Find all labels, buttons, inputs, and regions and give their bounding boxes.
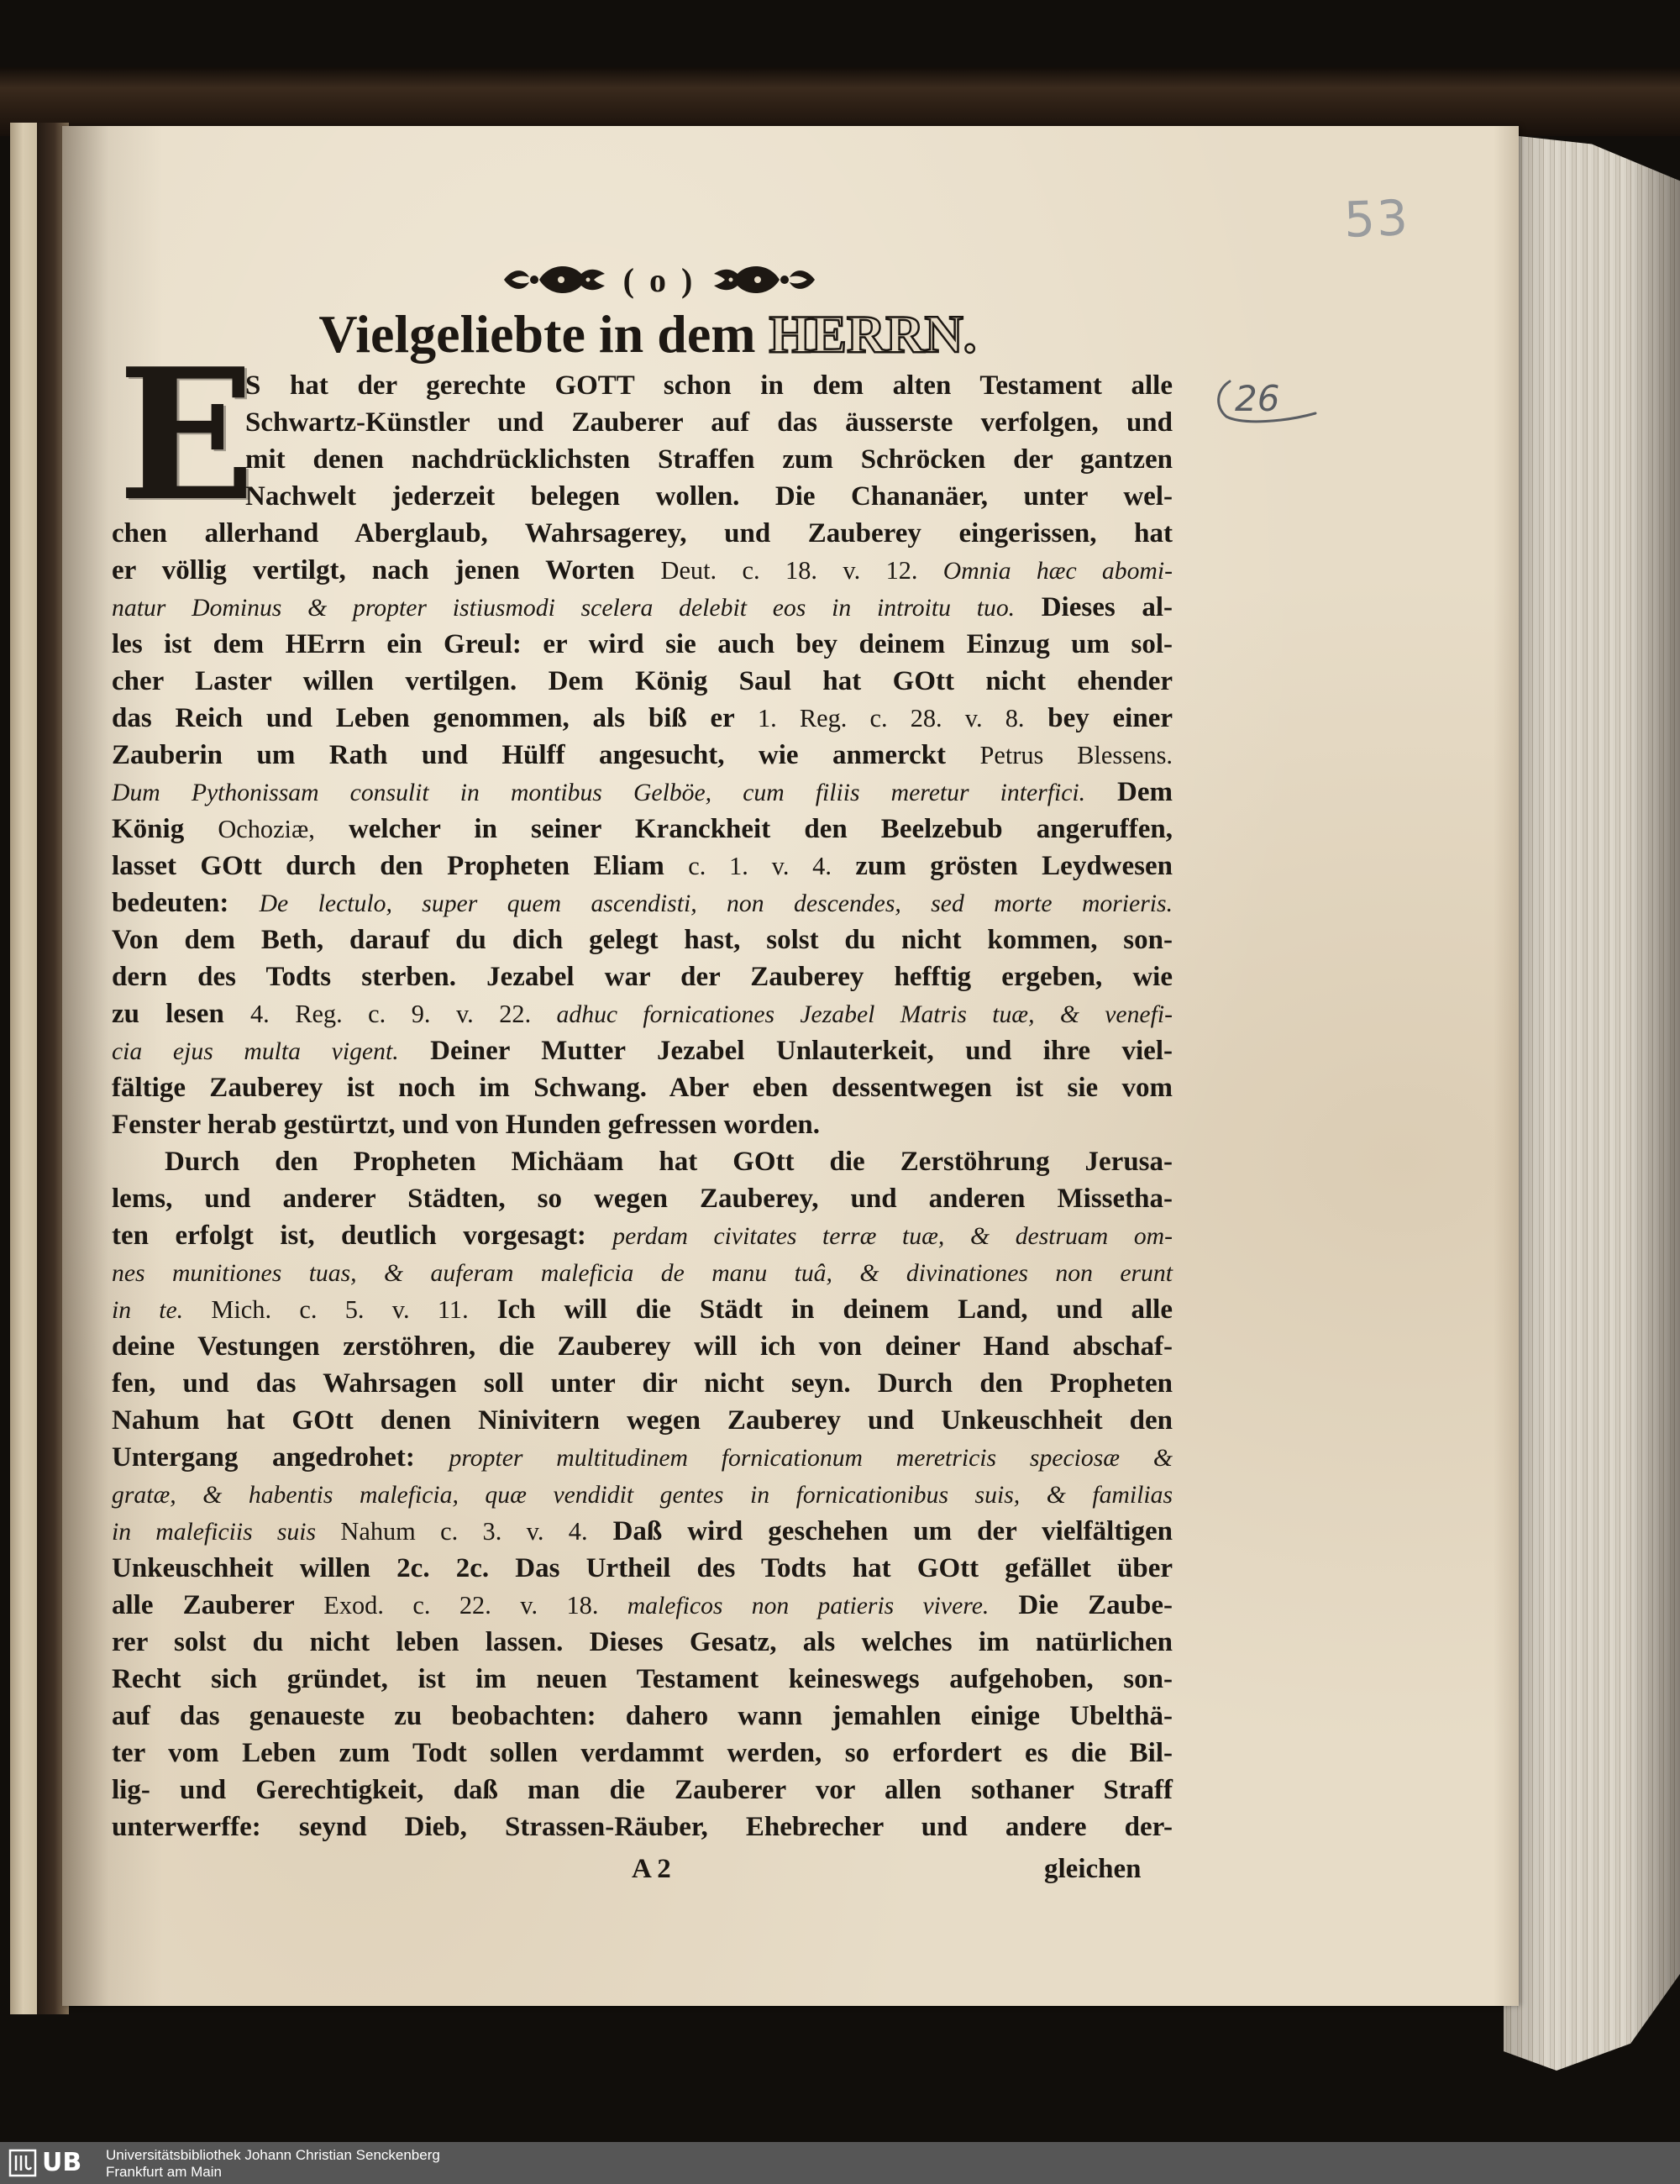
library-city: Frankfurt am Main <box>106 2164 222 2180</box>
german-text: ten erfolgt ist, deutlich vorgesagt: <box>112 1221 613 1251</box>
latin-text: gratæ, & habentis maleficia, quæ vendidit gentes in fornicationibus suis, & familias <box>112 1482 1173 1509</box>
german-text: Nachwelt jederzeit belegen wollen. Die Chananäer, unter wel- <box>245 481 1173 512</box>
signature-mark: A 2 <box>632 1854 671 1884</box>
roman-text: c. 1. v. 4. <box>688 852 832 880</box>
latin-text: Dum Pythonissam consulit in montibus Gelböe, cum filiis meretur interfici. <box>112 780 1086 806</box>
ornament-left-icon <box>501 260 610 299</box>
latin-text: in maleficiis suis <box>112 1519 317 1546</box>
roman-text: Ochoziæ, <box>218 815 315 843</box>
german-text: Durch den Propheten Michäam hat GOtt die Zerstöhrung Jerusa- <box>165 1147 1173 1177</box>
german-text: chen allerhand Aberglaub, Wahrsagerey, und Zauberey eingerissen, hat <box>112 518 1173 549</box>
german-text: lasset GOtt durch den Propheten Eliam <box>112 851 689 881</box>
german-text: unterwerffe: seynd Dieb, Strassen-Räuber, Ehebrecher und andere der- <box>112 1812 1173 1842</box>
german-text: zu lesen <box>112 999 250 1029</box>
german-text: Unkeuschheit willen 2c. 2c. Das Urtheil des Todts hat GOtt gefället über <box>112 1553 1173 1583</box>
german-text: Dem <box>1085 777 1173 807</box>
latin-text: propter multitudinem fornicationum meretricis speciosæ & <box>449 1445 1173 1472</box>
german-text: Ich will die Städt in deinem Land, und alle <box>468 1294 1173 1325</box>
roman-text: 4. Reg. c. 9. v. 22. <box>249 1000 532 1028</box>
page-marker: ( o ) <box>622 260 696 299</box>
german-text: bedeuten: <box>112 888 260 918</box>
german-text: Deiner Mutter Jezabel Unlauterkeit, und ihre viel- <box>398 1036 1173 1066</box>
german-text: Dieses al- <box>1015 592 1173 622</box>
german-text: Schwartz-Künstler und Zauberer auf das äusserste verfolgen, und <box>245 407 1173 438</box>
german-text: auf das genaueste zu beobachten: dahero wann jemahlen einige Ubelthä- <box>112 1701 1173 1731</box>
library-logo: UB <box>42 2148 82 2177</box>
german-text: zum grösten Leydwesen <box>831 851 1173 881</box>
german-text: dern des Todts sterben. Jezabel war der Zauberey hefftig ergeben, wie <box>112 962 1173 992</box>
german-text: fen, und das Wahrsagen soll unter dir nicht seyn. Durch den Propheten <box>112 1368 1173 1399</box>
german-text: ter vom Leben zum Todt sollen verdammt werden, so erfordert es die Bil- <box>112 1738 1173 1768</box>
handwritten-folio-number: 53 <box>1342 189 1410 249</box>
ub-emblem-icon <box>8 2149 37 2177</box>
german-text: lig- und Gerechtigkeit, daß man die Zauberer vor allen sothaner Straff <box>112 1775 1173 1805</box>
library-name: Universitätsbibliothek Johann Christian Senckenberg <box>106 2147 440 2163</box>
roman-text: Petrus Blessens. <box>979 741 1173 769</box>
page-stack-shading <box>1504 134 1680 2071</box>
german-text: König <box>112 814 218 844</box>
german-text: Untergang angedrohet: <box>112 1442 449 1473</box>
latin-text: perdam civitates terræ tuæ, & destruam om- <box>612 1223 1173 1250</box>
latin-text: cia ejus multa vigent. <box>112 1038 399 1065</box>
running-head <box>470 255 848 304</box>
german-text: lems, und anderer Städten, so wegen Zauberey, und anderen Missetha- <box>112 1184 1173 1214</box>
left-page-edge <box>10 123 39 2014</box>
handwritten-margin-number: 26 <box>1235 378 1280 419</box>
german-text: Recht sich gründet, ist im neuen Testament keineswegs aufgehoben, son- <box>112 1664 1173 1694</box>
german-text: alle Zauberer <box>112 1590 324 1620</box>
german-text: fältige Zauberey ist noch im Schwang. Aber eben dessentwegen ist sie vom <box>112 1073 1173 1103</box>
roman-text: Deut. c. 18. v. 12. <box>660 556 918 585</box>
ornament-right-icon <box>709 260 818 299</box>
latin-text: Omnia hæc abomi- <box>917 558 1173 585</box>
german-text: Fenster herab gestürtzt, und von Hunden gefressen worden. <box>112 1110 821 1140</box>
latin-text: in te. <box>112 1297 184 1324</box>
page-title <box>253 302 1042 366</box>
german-text: bey einer <box>1024 703 1173 733</box>
catchword: gleichen <box>1044 1854 1142 1884</box>
german-text: welcher in seiner Kranckheit den Beelzebub angeruffen, <box>314 814 1173 844</box>
german-text: cher Laster willen vertilgen. Dem König Saul hat GOtt nicht ehender <box>112 666 1173 696</box>
latin-text: De lectulo, super quem ascendisti, non descendes, sed morte morieris. <box>259 890 1173 917</box>
german-text: S hat der gerechte GOTT schon in dem alten Testament alle <box>245 370 1173 401</box>
german-text: Zauberin um Rath und Hülff angesucht, wie anmerckt <box>112 740 980 770</box>
latin-text: natur Dominus & propter istiusmodi scelera delebit eos in introitu tuo. <box>112 595 1016 622</box>
german-text: das Reich und Leben genommen, als biß er <box>112 703 758 733</box>
german-text: rer solst du nicht leben lassen. Dieses Gesatz, als welches im natürlichen <box>112 1627 1173 1657</box>
latin-text: adhuc fornicationes Jezabel Matris tuæ, & venefi- <box>531 1001 1173 1028</box>
german-text: Die Zaube- <box>989 1590 1173 1620</box>
roman-text: Mich. c. 5. v. 11. <box>183 1295 469 1324</box>
german-text: Nahum hat GOtt denen Ninivitern wegen Zauberey und Unkeuschheit den <box>112 1405 1173 1436</box>
roman-text: Exod. c. 22. v. 18. <box>323 1591 599 1620</box>
german-text: er völlig vertilgt, nach jenen Worten <box>112 555 661 585</box>
german-text: Von dem Beth, darauf du dich gelegt hast, solst du nicht kommen, son- <box>112 925 1173 955</box>
roman-text: 1. Reg. c. 28. v. 8. <box>758 704 1025 732</box>
german-text: Daß wird geschehen um der vielfältigen <box>587 1516 1173 1546</box>
german-text: mit denen nachdrücklichsten Straffen zum Schröcken der gantzen <box>245 444 1173 475</box>
latin-text: nes munitiones tuas, & auferam maleficia de manu tuâ, & divinationes non erunt <box>112 1260 1173 1287</box>
german-text: deine Vestungen zerstöhren, die Zauberey will ich von deiner Hand abschaf- <box>112 1331 1173 1362</box>
title-text: Vielgeliebte in dem <box>318 304 769 364</box>
latin-text: maleficos non patieris vivere. <box>598 1593 990 1620</box>
german-text: les ist dem HErrn ein Greul: er wird sie auch bey deinem Einzug um sol- <box>112 629 1173 659</box>
title-emphasis: HERRN. <box>769 304 977 364</box>
drop-cap-initial: E <box>118 328 255 541</box>
roman-text: Nahum c. 3. v. 4. <box>316 1517 588 1546</box>
